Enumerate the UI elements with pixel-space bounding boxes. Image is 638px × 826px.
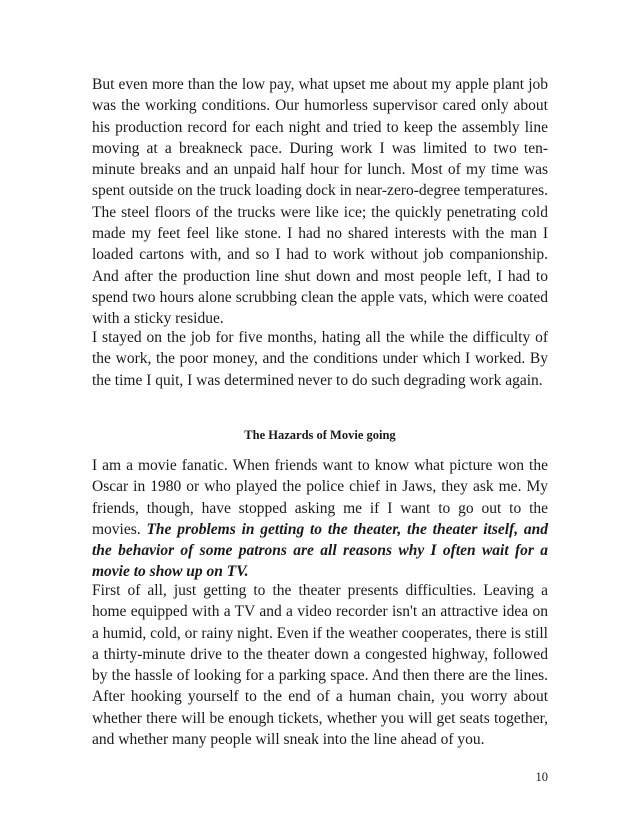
- section-heading: The Hazards of Movie going: [244, 428, 396, 442]
- paragraph-movie-fanatic: [92, 455, 548, 583]
- paragraph-quitting-job: I stayed on the job for five months, hating all the while the difficulty of the work, the poor money, and the conditions under which I worked. By the time I quit, I was determined never to do such degrading work again.: [92, 329, 548, 389]
- paragraph-getting-to-theater: First of all, just getting to the theater presents difficulties. Leaving a home equipped with a TV and a video recorder isn't an attractive idea on a humid, cold, or rainy night. Even if the weather cooperates, there is still a thirty-minute drive to the theater down a congested highway, followed by the hassle of looking for a parking space. And then there are the lines. After hooking yourself to the end of a human chain, you worry about whether there will be enough tickets, whether you will get seats together, and whether many people will sneak into the line ahead of you.: [92, 582, 548, 749]
- thesis-statement: The problems in getting to the theater, the theater itself, and the behavior of some patrons are all reasons why I often wait for a movie to show up on TV.: [92, 520, 548, 581]
- paragraph-apple-plant-conditions: But even more than the low pay, what upset me about my apple plant job was the working conditions. Our humorless supervisor cared only about his production record for each night and tried to keep the assembly line moving at a breakneck pace. During work I was limited to two ten-minute breaks and an unpaid half hour for lunch. Most of my time was spent outside on the truck loading dock in near-zero-degree temperatures. The steel floors of the trucks were like ice; the quickly penetrating cold made my feet feel like stone. I had no shared interests with the man I loaded cartons with, and so I had to work without job companionship. And after the production line shut down and most people left, I had to spend two hours alone scrubbing clean the apple vats, which were coated with a sticky residue.: [92, 76, 548, 328]
- intro-text: I am a movie fanatic. When friends want to know what picture won the Oscar in 1980 or who played the police chief in Jaws, they ask me. My friends, though, have stopped asking me if I want to go out to the movies.: [92, 457, 548, 538]
- page-number: 10: [535, 770, 548, 784]
